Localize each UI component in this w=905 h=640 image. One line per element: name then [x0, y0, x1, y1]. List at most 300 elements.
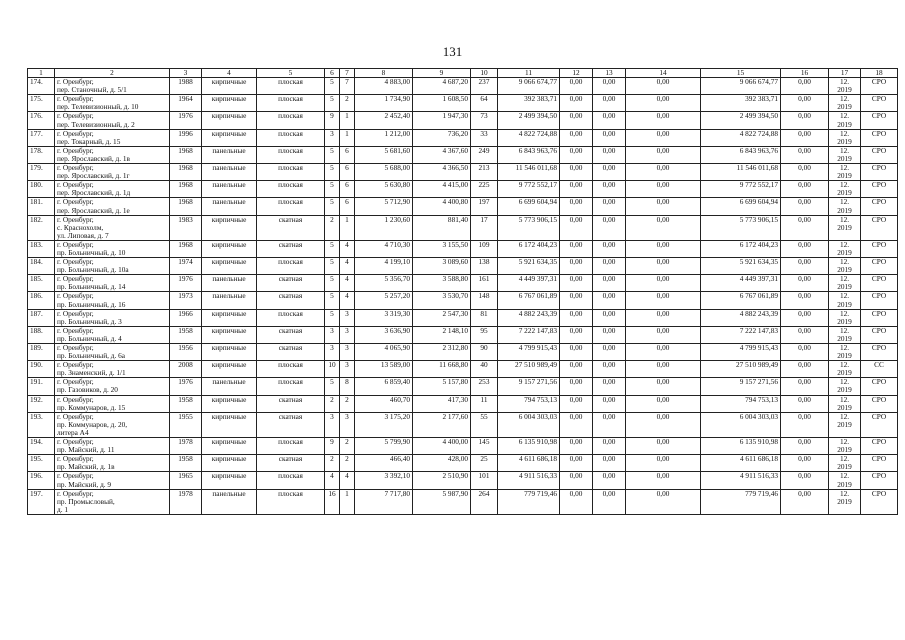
cell-row-number: 183. [28, 240, 55, 257]
cell-residents: 225 [471, 181, 498, 198]
cell-address [55, 412, 170, 437]
cell-line: 12. [839, 395, 850, 404]
column-header: 1 [28, 69, 55, 78]
cell-cost-col-16: 0,00 [781, 309, 829, 326]
cell-wall-material: кирпичные [202, 215, 257, 240]
cell-year-built: 1974 [170, 258, 202, 275]
cell-repair-deadline [829, 146, 861, 163]
cell-year-built: 1968 [170, 181, 202, 198]
cell-cost-col-12: 0,00 [560, 146, 593, 163]
cell-repair-deadline [829, 292, 861, 309]
cell-line: пр. Газовиков, д. 20 [57, 385, 118, 395]
table-row [28, 215, 898, 240]
cell-line: пер. Станочный, д. 5/1 [57, 85, 127, 95]
cell-wall-material: панельные [202, 489, 257, 514]
cell-total-cost: 2 499 394,50 [498, 112, 560, 129]
cell-repair-deadline [829, 438, 861, 455]
cell-cost-col-15: 6 004 303,03 [701, 412, 781, 437]
cell-residents: 138 [471, 258, 498, 275]
cell-cost-col-13: 0,00 [593, 215, 626, 240]
cell-repair-method: СРО [861, 275, 898, 292]
cell-cost-col-14: 0,00 [626, 472, 701, 489]
cell-roof-type: скатная [257, 395, 325, 412]
cell-entrances: 2 [340, 455, 355, 472]
cell-repair-method: СРО [861, 412, 898, 437]
cell-repair-deadline [829, 78, 861, 95]
cell-wall-material: кирпичные [202, 455, 257, 472]
header-row [28, 69, 898, 78]
cell-repair-method: СРО [861, 129, 898, 146]
cell-repair-deadline [829, 164, 861, 181]
cell-cost-col-13: 0,00 [593, 164, 626, 181]
cell-address [55, 258, 170, 275]
cell-year-built: 1978 [170, 438, 202, 455]
cell-cost-col-14: 0,00 [626, 95, 701, 112]
table-row [28, 326, 898, 343]
cell-line: г. Оренбург, [57, 163, 94, 173]
cell-line: пр. Знаменский, д. 1/1 [57, 368, 126, 378]
cell-line: 12. [839, 274, 850, 284]
cell-residents: 213 [471, 164, 498, 181]
cell-line: 2019 [837, 205, 852, 215]
cell-repair-deadline [829, 344, 861, 361]
cell-address [55, 181, 170, 198]
cell-living-area: 2 547,30 [413, 309, 471, 326]
cell-line: пр. Больничный, д. 16 [57, 299, 126, 309]
cell-line: 2019 [837, 153, 852, 163]
cell-year-built: 1955 [170, 412, 202, 437]
cell-row-number: 180. [28, 181, 55, 198]
cell-residents: 161 [471, 275, 498, 292]
cell-total-cost: 4 822 724,88 [498, 129, 560, 146]
cell-entrances: 2 [340, 95, 355, 112]
cell-total-area: 5 630,80 [355, 181, 413, 198]
cell-cost-col-16: 0,00 [781, 146, 829, 163]
cell-line: 12. [839, 412, 850, 421]
cell-entrances: 6 [340, 146, 355, 163]
cell-line: пр. Больничный, д. 14 [57, 282, 126, 292]
cell-repair-deadline [829, 112, 861, 129]
cell-cost-col-15: 9 772 552,17 [701, 181, 781, 198]
cell-line: пер. Телевизионный, д. 2 [57, 119, 135, 129]
cell-cost-col-12: 0,00 [560, 326, 593, 343]
cell-floors: 5 [325, 198, 340, 215]
cell-repair-method: СС [861, 361, 898, 378]
cell-line: г. Оренбург, [57, 326, 94, 335]
table-row [28, 164, 898, 181]
cell-living-area: 3 089,60 [413, 258, 471, 275]
cell-roof-type: скатная [257, 292, 325, 309]
cell-year-built: 1968 [170, 146, 202, 163]
cell-living-area: 428,00 [413, 455, 471, 472]
cell-floors: 3 [325, 326, 340, 343]
cell-residents: 109 [471, 240, 498, 257]
cell-floors: 5 [325, 95, 340, 112]
cell-cost-col-14: 0,00 [626, 309, 701, 326]
cell-year-built: 1958 [170, 455, 202, 472]
cell-cost-col-12: 0,00 [560, 344, 593, 361]
cell-address [55, 275, 170, 292]
cell-floors: 5 [325, 258, 340, 275]
cell-wall-material: кирпичные [202, 258, 257, 275]
cell-row-number: 193. [28, 412, 55, 437]
cell-living-area: 2 510,90 [413, 472, 471, 489]
cell-cost-col-12: 0,00 [560, 258, 593, 275]
cell-roof-type: плоская [257, 198, 325, 215]
cell-wall-material: кирпичные [202, 326, 257, 343]
cell-total-cost: 4 799 915,43 [498, 344, 560, 361]
column-header: 12 [560, 69, 593, 78]
cell-total-cost: 6 767 061,89 [498, 292, 560, 309]
cell-total-area: 5 681,60 [355, 146, 413, 163]
cell-cost-col-12: 0,00 [560, 129, 593, 146]
cell-cost-col-13: 0,00 [593, 344, 626, 361]
cell-floors: 3 [325, 344, 340, 361]
cell-cost-col-14: 0,00 [626, 489, 701, 514]
cell-cost-col-13: 0,00 [593, 146, 626, 163]
cell-total-cost: 6 004 303,03 [498, 412, 560, 437]
cell-line: 2019 [837, 188, 852, 198]
cell-cost-col-13: 0,00 [593, 412, 626, 437]
cell-line: литера А4 [57, 427, 89, 437]
cell-address [55, 146, 170, 163]
cell-cost-col-14: 0,00 [626, 378, 701, 395]
cell-line: г. Оренбург, [57, 197, 94, 207]
cell-entrances: 1 [340, 215, 355, 240]
cell-line: г. Оренбург, [57, 215, 94, 224]
cell-total-cost: 9 066 674,77 [498, 78, 560, 95]
cell-total-cost: 392 383,71 [498, 95, 560, 112]
cell-cost-col-12: 0,00 [560, 78, 593, 95]
cell-wall-material: кирпичные [202, 112, 257, 129]
cell-repair-deadline [829, 258, 861, 275]
cell-year-built: 1976 [170, 112, 202, 129]
cell-line: 12. [839, 257, 850, 267]
cell-line: пер. Ярославский, д. 1е [57, 205, 130, 215]
cell-line: 12. [839, 215, 850, 224]
cell-line: г. Оренбург, [57, 129, 94, 138]
cell-total-cost: 779 719,46 [498, 489, 560, 514]
cell-cost-col-15: 6 843 963,76 [701, 146, 781, 163]
column-header: 13 [593, 69, 626, 78]
cell-cost-col-12: 0,00 [560, 292, 593, 309]
cell-cost-col-14: 0,00 [626, 361, 701, 378]
cell-repair-deadline [829, 361, 861, 378]
cell-line: пр. Больничный, д. 10 [57, 247, 126, 257]
column-header: 6 [325, 69, 340, 78]
cell-total-area: 1 734,90 [355, 95, 413, 112]
cell-line: г. Оренбург, [57, 309, 94, 318]
cell-total-area: 460,70 [355, 395, 413, 412]
cell-line: г. Оренбург, [57, 180, 94, 190]
cell-floors: 5 [325, 275, 340, 292]
cell-repair-method: СРО [861, 292, 898, 309]
table-row [28, 344, 898, 361]
cell-wall-material: кирпичные [202, 78, 257, 95]
cell-cost-col-15: 779 719,46 [701, 489, 781, 514]
column-header: 11 [498, 69, 560, 78]
cell-line: 12. [839, 240, 850, 249]
cell-address [55, 472, 170, 489]
cell-cost-col-15: 4 799 915,43 [701, 344, 781, 361]
cell-line: пр. Коммунаров, д. 15 [57, 402, 126, 412]
cell-living-area: 4 366,50 [413, 164, 471, 181]
cell-line: г. Оренбург, [57, 77, 94, 87]
cell-line: пр. Промысловый, [57, 496, 115, 506]
cell-total-cost: 9 772 552,17 [498, 181, 560, 198]
cell-cost-col-15: 5 773 906,15 [701, 215, 781, 240]
column-header: 10 [471, 69, 498, 78]
cell-cost-col-16: 0,00 [781, 455, 829, 472]
cell-row-number: 195. [28, 455, 55, 472]
cell-residents: 81 [471, 309, 498, 326]
cell-floors: 5 [325, 181, 340, 198]
cell-roof-type: плоская [257, 309, 325, 326]
cell-line: 12. [839, 180, 850, 190]
cell-row-number: 188. [28, 326, 55, 343]
cell-wall-material: кирпичные [202, 95, 257, 112]
cell-address [55, 240, 170, 257]
cell-repair-method: СРО [861, 78, 898, 95]
cell-residents: 237 [471, 78, 498, 95]
cell-year-built: 1964 [170, 95, 202, 112]
cell-repair-deadline [829, 95, 861, 112]
cell-row-number: 177. [28, 129, 55, 146]
cell-cost-col-15: 4 882 243,39 [701, 309, 781, 326]
cell-line: г. Оренбург, [57, 274, 94, 284]
cell-repair-deadline [829, 489, 861, 514]
cell-cost-col-15: 4 449 397,31 [701, 275, 781, 292]
cell-entrances: 6 [340, 181, 355, 198]
cell-line: пр. Больничный, д. 10а [57, 265, 129, 275]
cell-entrances: 4 [340, 472, 355, 489]
cell-wall-material: кирпичные [202, 240, 257, 257]
cell-repair-method: СРО [861, 95, 898, 112]
cell-floors: 5 [325, 164, 340, 181]
cell-entrances: 3 [340, 361, 355, 378]
cell-cost-col-14: 0,00 [626, 215, 701, 240]
cell-roof-type: скатная [257, 275, 325, 292]
cell-entrances: 3 [340, 412, 355, 437]
cell-address [55, 438, 170, 455]
cell-roof-type: скатная [257, 344, 325, 361]
cell-line: 2019 [837, 402, 852, 412]
cell-total-cost: 6 172 404,23 [498, 240, 560, 257]
cell-total-area: 7 717,80 [355, 489, 413, 514]
cell-total-area: 13 589,00 [355, 361, 413, 378]
cell-repair-deadline [829, 378, 861, 395]
cell-repair-method: СРО [861, 438, 898, 455]
cell-address [55, 292, 170, 309]
cell-address [55, 129, 170, 146]
table-body [28, 78, 898, 515]
cell-cost-col-13: 0,00 [593, 489, 626, 514]
cell-line: г. Оренбург, [57, 343, 94, 352]
cell-cost-col-13: 0,00 [593, 292, 626, 309]
cell-line: г. Оренбург, [57, 146, 94, 155]
cell-roof-type: плоская [257, 164, 325, 181]
column-header: 14 [626, 69, 701, 78]
cell-residents: 145 [471, 438, 498, 455]
cell-line: пер. Ярославский, д. 1г [57, 171, 130, 181]
cell-line: пер. Токарный, д. 15 [57, 136, 121, 146]
cell-cost-col-16: 0,00 [781, 258, 829, 275]
cell-cost-col-16: 0,00 [781, 95, 829, 112]
cell-line: г. Оренбург, [57, 454, 94, 464]
cell-line: 12. [839, 111, 850, 121]
table-row [28, 412, 898, 437]
cell-cost-col-15: 9 066 674,77 [701, 78, 781, 95]
cell-floors: 10 [325, 361, 340, 378]
cell-row-number: 191. [28, 378, 55, 395]
cell-floors: 16 [325, 489, 340, 514]
cell-line: 2019 [837, 171, 852, 181]
cell-line: 2019 [837, 351, 852, 361]
cell-total-cost: 5 921 634,35 [498, 258, 560, 275]
cell-cost-col-13: 0,00 [593, 326, 626, 343]
cell-repair-deadline [829, 455, 861, 472]
column-header: 7 [340, 69, 355, 78]
cell-address [55, 164, 170, 181]
cell-line: 2019 [837, 299, 852, 309]
cell-cost-col-14: 0,00 [626, 181, 701, 198]
table-row [28, 275, 898, 292]
cell-repair-method: СРО [861, 146, 898, 163]
cell-address [55, 378, 170, 395]
cell-total-area: 5 799,90 [355, 438, 413, 455]
cell-entrances: 7 [340, 78, 355, 95]
cell-cost-col-16: 0,00 [781, 344, 829, 361]
table-row [28, 95, 898, 112]
cell-cost-col-14: 0,00 [626, 344, 701, 361]
cell-year-built: 1956 [170, 344, 202, 361]
cell-floors: 5 [325, 146, 340, 163]
cell-residents: 253 [471, 378, 498, 395]
cell-line: пр. Майский, д. 1в [57, 462, 115, 472]
cell-repair-deadline [829, 240, 861, 257]
cell-line: пр. Майский, д. 11 [57, 445, 115, 455]
cell-row-number: 179. [28, 164, 55, 181]
cell-cost-col-13: 0,00 [593, 181, 626, 198]
cell-cost-col-13: 0,00 [593, 438, 626, 455]
cell-floors: 4 [325, 472, 340, 489]
cell-cost-col-16: 0,00 [781, 181, 829, 198]
cell-cost-col-15: 4 611 686,18 [701, 455, 781, 472]
cell-line: г. Оренбург, [57, 240, 94, 249]
cell-row-number: 197. [28, 489, 55, 514]
cell-total-cost: 4 611 686,18 [498, 455, 560, 472]
cell-living-area: 3 155,50 [413, 240, 471, 257]
cell-cost-col-14: 0,00 [626, 112, 701, 129]
cell-cost-col-12: 0,00 [560, 412, 593, 437]
cell-line: 12. [839, 326, 850, 335]
cell-cost-col-16: 0,00 [781, 129, 829, 146]
cell-total-area: 5 712,90 [355, 198, 413, 215]
page-number: 131 [442, 44, 463, 59]
table-row [28, 240, 898, 257]
cell-address [55, 326, 170, 343]
cell-address [55, 489, 170, 514]
cell-repair-method: СРО [861, 378, 898, 395]
cell-cost-col-13: 0,00 [593, 395, 626, 412]
cell-floors: 3 [325, 412, 340, 437]
cell-cost-col-12: 0,00 [560, 215, 593, 240]
cell-line: 12. [839, 94, 850, 104]
cell-cost-col-12: 0,00 [560, 240, 593, 257]
cell-cost-col-16: 0,00 [781, 472, 829, 489]
cell-living-area: 4 687,20 [413, 78, 471, 95]
cell-line: 12. [839, 146, 850, 155]
cell-cost-col-15: 4 911 516,33 [701, 472, 781, 489]
cell-living-area: 881,40 [413, 215, 471, 240]
cell-cost-col-12: 0,00 [560, 489, 593, 514]
cell-living-area: 2 177,60 [413, 412, 471, 437]
table-row [28, 292, 898, 309]
cell-wall-material: панельные [202, 198, 257, 215]
cell-total-area: 1 230,60 [355, 215, 413, 240]
cell-cost-col-15: 6 135 910,98 [701, 438, 781, 455]
cell-wall-material: кирпичные [202, 438, 257, 455]
cell-cost-col-14: 0,00 [626, 240, 701, 257]
cell-cost-col-14: 0,00 [626, 326, 701, 343]
cell-entrances: 4 [340, 258, 355, 275]
cell-total-cost: 5 773 906,15 [498, 215, 560, 240]
cell-cost-col-13: 0,00 [593, 95, 626, 112]
cell-wall-material: панельные [202, 146, 257, 163]
cell-entrances: 4 [340, 292, 355, 309]
table-row [28, 472, 898, 489]
cell-cost-col-13: 0,00 [593, 455, 626, 472]
cell-line: г. Оренбург, [57, 291, 94, 301]
cell-floors: 5 [325, 378, 340, 395]
cell-repair-method: СРО [861, 395, 898, 412]
cell-row-number: 184. [28, 258, 55, 275]
cell-row-number: 190. [28, 361, 55, 378]
cell-cost-col-14: 0,00 [626, 438, 701, 455]
cell-total-area: 3 175,20 [355, 412, 413, 437]
cell-roof-type: плоская [257, 181, 325, 198]
cell-cost-col-16: 0,00 [781, 292, 829, 309]
cell-line: 2019 [837, 462, 852, 472]
cell-address [55, 344, 170, 361]
cell-entrances: 8 [340, 378, 355, 395]
cell-roof-type: скатная [257, 215, 325, 240]
cell-row-number: 175. [28, 95, 55, 112]
cell-year-built: 1976 [170, 378, 202, 395]
cell-row-number: 192. [28, 395, 55, 412]
cell-repair-deadline [829, 326, 861, 343]
cell-cost-col-12: 0,00 [560, 112, 593, 129]
cell-total-area: 5 356,70 [355, 275, 413, 292]
cell-address [55, 198, 170, 215]
cell-living-area: 2 148,10 [413, 326, 471, 343]
cell-line: 12. [839, 309, 850, 318]
cell-line: пр. Больничный, д. 3 [57, 316, 122, 326]
cell-cost-col-14: 0,00 [626, 78, 701, 95]
cell-cost-col-15: 9 157 271,56 [701, 378, 781, 395]
cell-total-area: 3 392,10 [355, 472, 413, 489]
cell-residents: 33 [471, 129, 498, 146]
cell-total-area: 2 452,40 [355, 112, 413, 129]
cell-residents: 249 [471, 146, 498, 163]
cell-line: 2019 [837, 368, 852, 378]
table-row [28, 455, 898, 472]
cell-line: 2019 [837, 385, 852, 395]
cell-cost-col-16: 0,00 [781, 438, 829, 455]
cell-total-cost: 11 546 011,68 [498, 164, 560, 181]
cell-year-built: 1983 [170, 215, 202, 240]
cell-row-number: 186. [28, 292, 55, 309]
